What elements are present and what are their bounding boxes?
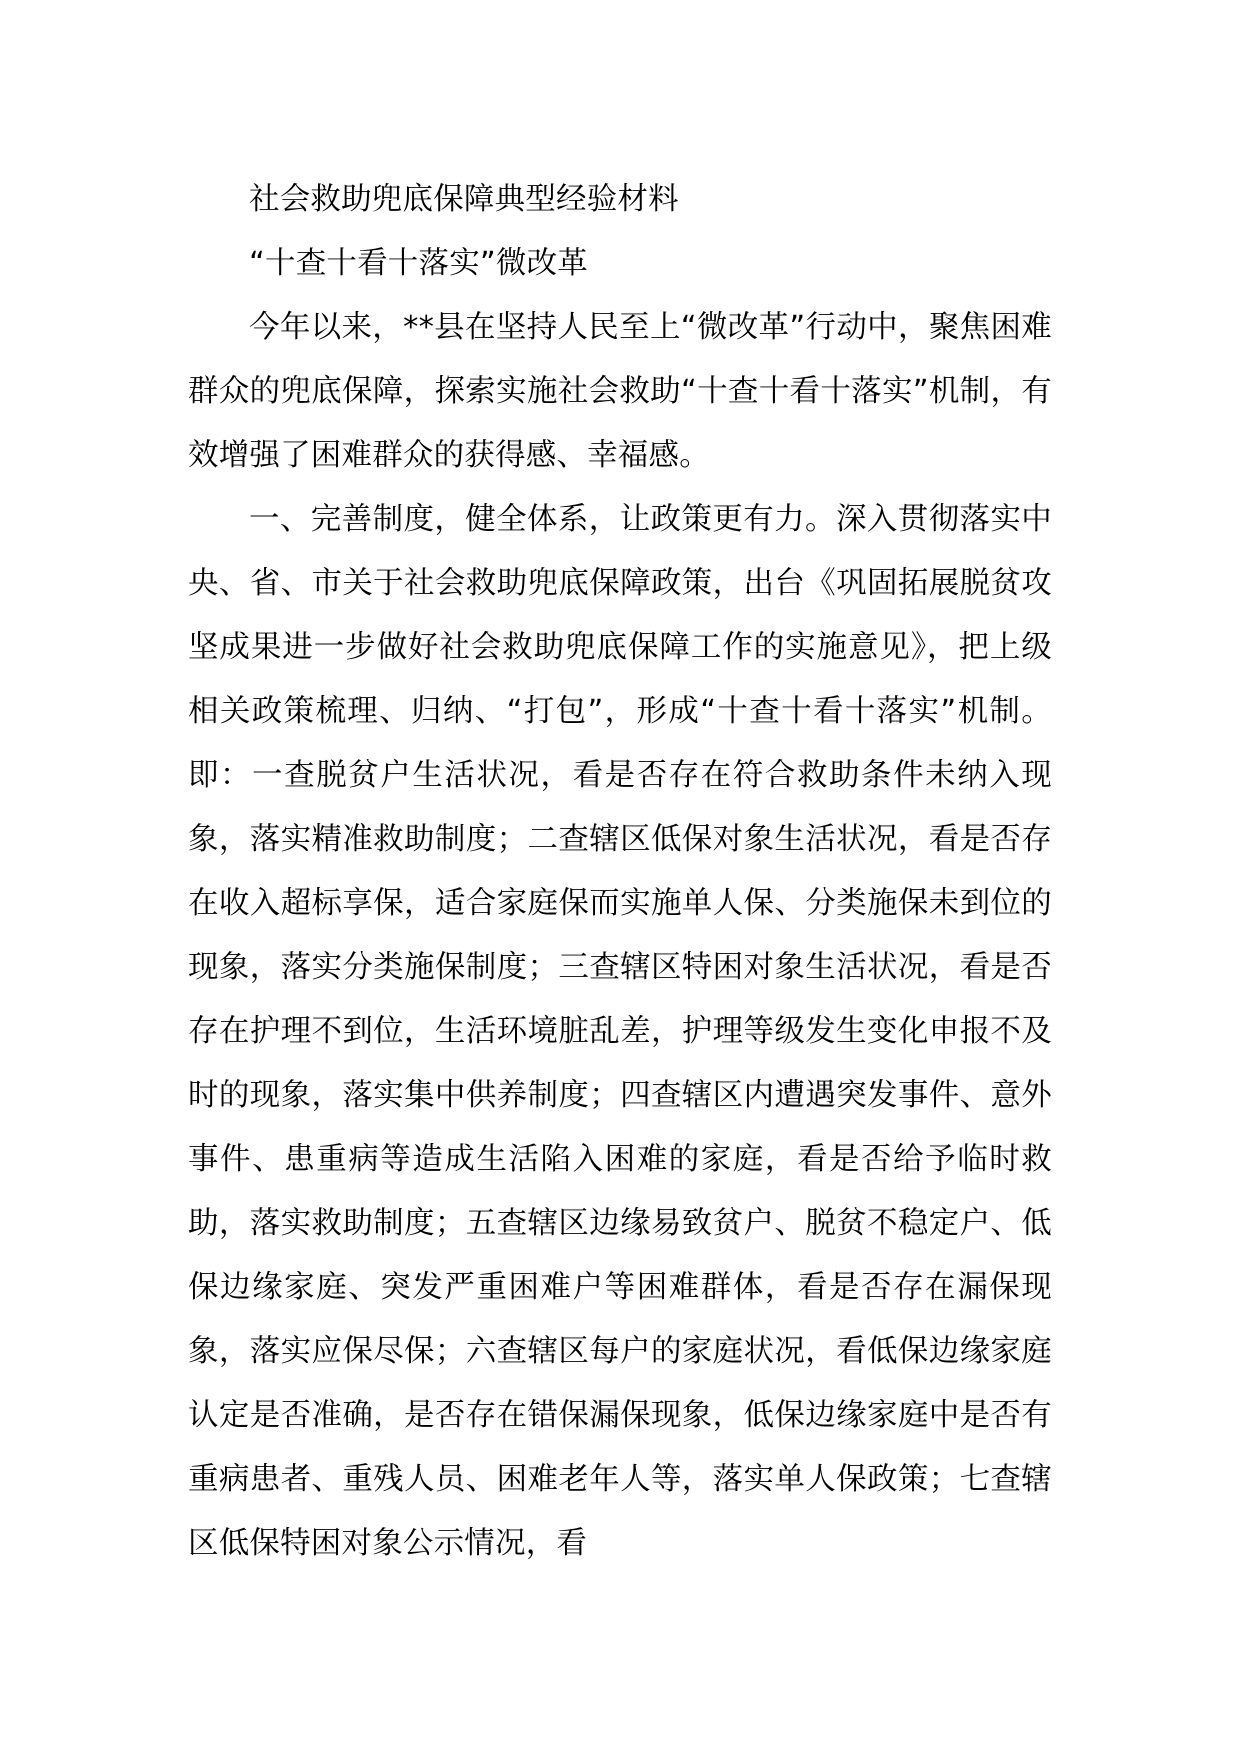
paragraph-section-one: 一、完善制度，健全体系，让政策更有力。深入贯彻落实中央、省、市关于社会救助兜底保障政策，出台《巩固拓展脱贫攻坚成果进一步做好社会救助兜底保障工作的实施意见》，把上级相关政策梳理、归纳、“打包”，形成“十查十看十落实”机制。即：一查脱贫户生活状况，看是否存在符合救助条件未纳入现象，落实精准救助制度；二查辖区低保对象生活状况，看是否存在收入超标享保，适合家庭保而实施单人保、分类施保未到位的现象，落实分类施保制度；三查辖区特困对象生活状况，看是否存在护理不到位，生活环境脏乱差，护理等级发生变化申报不及时的现象，落实集中供养制度；四查辖区内遭遇突发事件、意外事件、患重病等造成生活陷入困难的家庭，看是否给予临时救助，落实救助制度；五查辖区边缘易致贫户、脱贫不稳定户、低保边缘家庭、突发严重困难户等困难群体，看是否存在漏保现象，落实应保尽保；六查辖区每户的家庭状况，看低保边缘家庭认定是否准确，是否存在错保漏保现象，低保边缘家庭中是否有重病患者、重残人员、困难老年人等，落实单人保政策；七查辖区低保特困对象公示情况，看 [188, 502, 1052, 1561]
paragraph-intro: 今年以来，**县在坚持人民至上“微改革”行动中，聚焦困难群众的兜底保障，探索实施社会救助“十查十看十落实”机制，有效增强了困难群众的获得感、幸福感。 [188, 310, 1052, 473]
document-title: 社会救助兜底保障典型经验材料 [249, 182, 679, 217]
document-body [188, 168, 1052, 1576]
document-subtitle: “十查十看十落实”微改革 [249, 246, 589, 281]
